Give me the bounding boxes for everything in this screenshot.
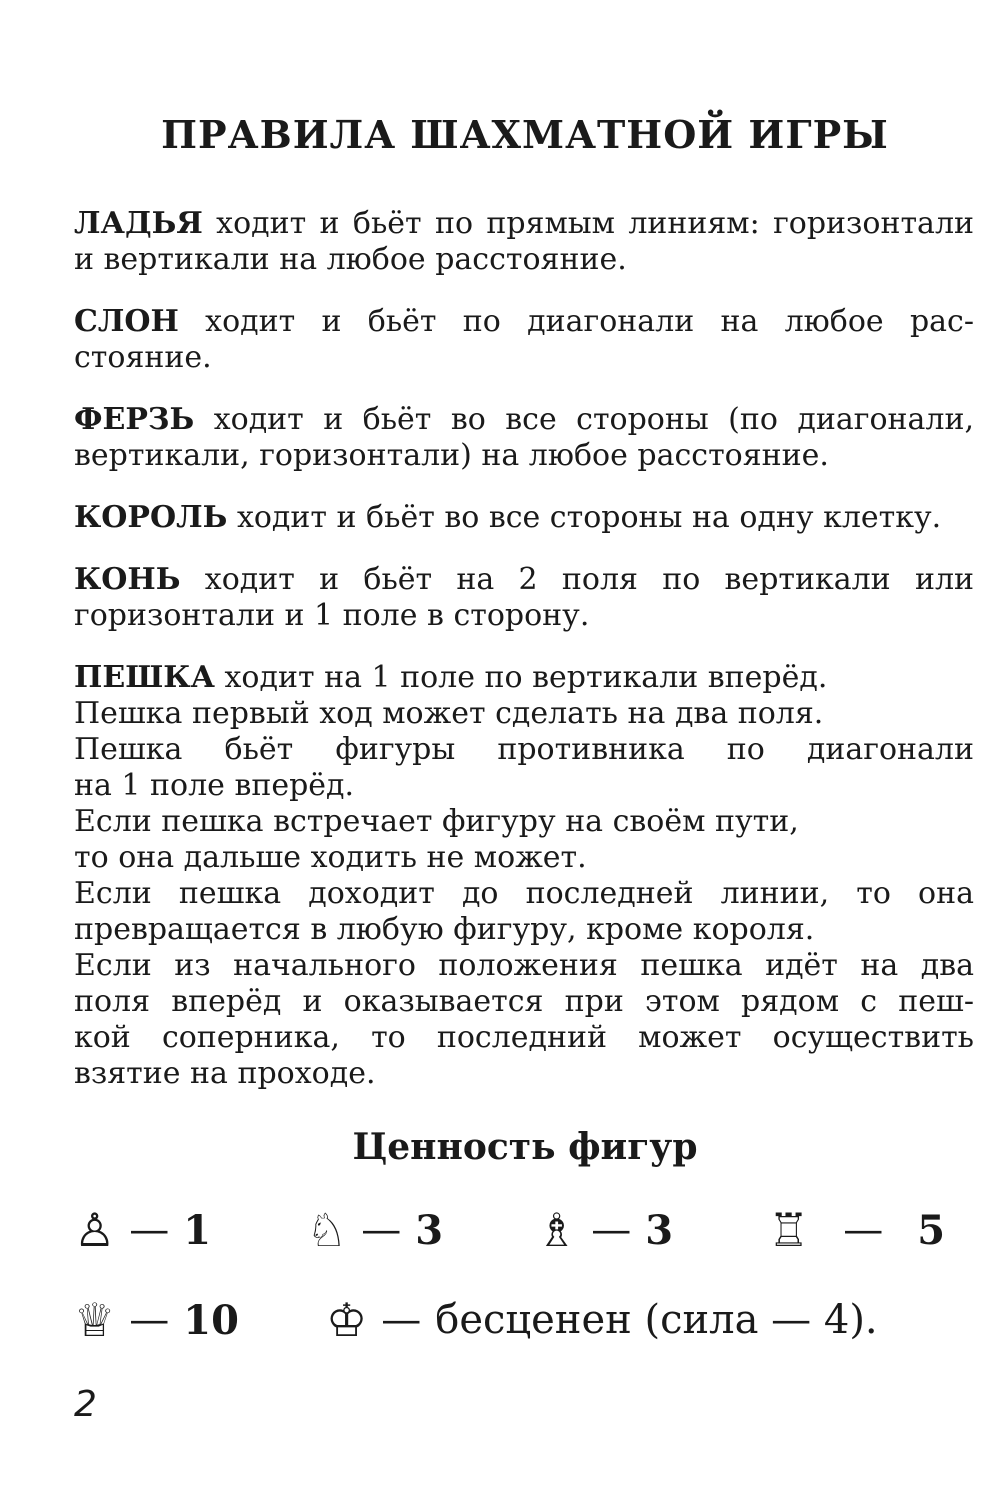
- page-number: 2: [74, 1384, 97, 1425]
- rule-text: Если пешка доходит до последней линии, то она: [74, 876, 974, 911]
- piece-value: 5: [917, 1206, 946, 1254]
- rule-text: Пешка первый ход может сделать на два поля.: [74, 696, 824, 731]
- rule-text: то она дальше ходить не может.: [74, 840, 587, 875]
- dash: —: [381, 1297, 422, 1343]
- rule-pawn: [74, 660, 974, 1092]
- dash: —: [843, 1207, 884, 1253]
- dash: —: [129, 1207, 170, 1253]
- rule-text: кой соперника, то последний может осуществить: [74, 1020, 974, 1055]
- rule-term: СЛОН: [74, 304, 179, 339]
- piece-value-bishop: [536, 1200, 673, 1260]
- rule-text: горизонтали и 1 поле в сторону.: [74, 598, 590, 633]
- rule-text: взятие на проходе.: [74, 1056, 376, 1091]
- bishop-icon: ♗: [536, 1203, 578, 1257]
- queen-icon: ♕: [74, 1293, 116, 1347]
- piece-values-row: [74, 1200, 954, 1260]
- rule-text: ходит и бьёт во все стороны на одну клетку.: [227, 500, 942, 535]
- rule-queen: [74, 402, 974, 474]
- rule-text: Пешка бьёт фигуры противника по диагонали: [74, 732, 974, 767]
- rule-text: ходит и бьёт по диагонали на любое рас-: [178, 304, 974, 339]
- piece-values-row: [74, 1290, 954, 1350]
- rule-text: на 1 поле вперёд.: [74, 768, 355, 803]
- piece-value-rook: [768, 1200, 945, 1260]
- rule-text: ходит и бьёт во все стороны (по диагонали,: [194, 402, 974, 437]
- dash: —: [129, 1297, 170, 1343]
- rule-text: поля вперёд и оказывается при этом рядом с пеш-: [74, 984, 974, 1019]
- rule-king: [74, 500, 974, 536]
- rule-text: вертикали, горизонтали) на любое расстояние.: [74, 438, 829, 473]
- piece-value: бесценен (сила — 4).: [435, 1297, 878, 1343]
- piece-value: 10: [183, 1296, 239, 1344]
- knight-icon: ♘: [306, 1203, 348, 1257]
- piece-values-heading: Ценность фигур: [352, 1126, 698, 1168]
- rule-term: ЛАДЬЯ: [74, 206, 203, 241]
- piece-value: 3: [415, 1206, 444, 1254]
- piece-value: 3: [645, 1206, 674, 1254]
- rule-rook: [74, 206, 974, 278]
- page-title: ПРАВИЛА ШАХМАТНОЙ ИГРЫ: [161, 112, 889, 157]
- rule-text: ходит и бьёт на 2 поля по вертикали или: [180, 562, 974, 597]
- rule-text: и вертикали на любое расстояние.: [74, 242, 627, 277]
- piece-value: 1: [183, 1206, 212, 1254]
- rule-text: Если пешка встречает фигуру на своём пути,: [74, 804, 799, 839]
- rule-term: КОНЬ: [74, 562, 181, 597]
- rule-text: Если из начального положения пешка идёт на два: [74, 948, 974, 983]
- piece-value-king: [326, 1290, 878, 1350]
- rook-icon: ♖: [768, 1203, 810, 1257]
- rule-text: ходит на 1 поле по вертикали вперёд.: [214, 660, 828, 695]
- piece-value-knight: [306, 1200, 443, 1260]
- piece-value-pawn: [74, 1200, 211, 1260]
- king-icon: ♔: [326, 1293, 368, 1347]
- rule-term: ПЕШКА: [74, 660, 215, 695]
- rule-text: стояние.: [74, 340, 212, 375]
- dash: —: [361, 1207, 402, 1253]
- piece-value-queen: [74, 1290, 239, 1350]
- rule-bishop: [74, 304, 974, 376]
- dash: —: [591, 1207, 632, 1253]
- pawn-icon: ♙: [74, 1203, 116, 1257]
- rule-term: ФЕРЗЬ: [74, 402, 195, 437]
- rule-text: ходит и бьёт по прямым линиям: горизонтали: [202, 206, 974, 241]
- rule-term: КОРОЛЬ: [74, 500, 228, 535]
- rule-knight: [74, 562, 974, 634]
- rule-text: превращается в любую фигуру, кроме короля.: [74, 912, 815, 947]
